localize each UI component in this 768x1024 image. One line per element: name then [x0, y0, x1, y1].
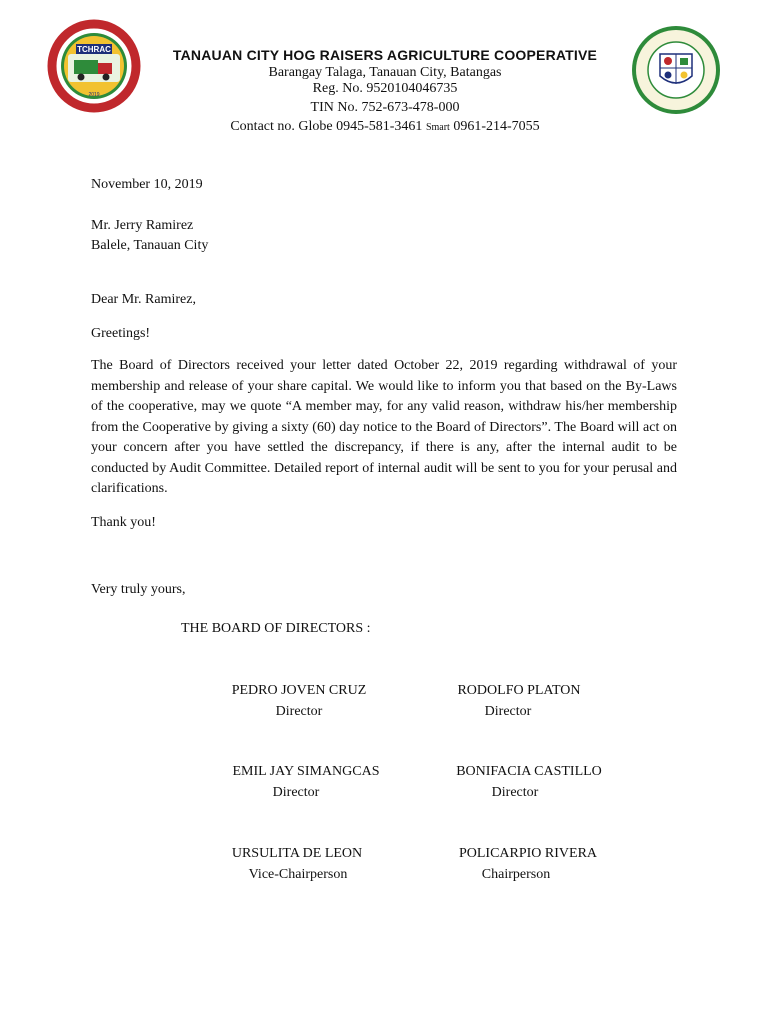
signatory-role: Vice-Chairperson	[248, 867, 348, 882]
organization-address: Barangay Talaga, Tanauan City, Batangas	[268, 65, 502, 80]
city-seal-logo	[630, 24, 722, 116]
signatory-name: POLICARPIO RIVERA	[458, 846, 598, 861]
signatory-role: Chairperson	[481, 867, 551, 882]
letter-body-paragraph: The Board of Directors received your letter dated October 22, 2019 regarding withdrawal of your membership and release of your share capital. We would like to inform you that based on the By-Laws of the cooperative, may we quote “A member may, for any valid reason, withdraw his/her membership from the Cooperative by giving a sixty (60) day notice to the Board of Directors”. The Board will act on your concern after you have settled the discrepancy, if there is any, after the internal audit to be conducted by Audit Committee. Detailed report of internal audit will be sent to you for your perusal and clarifications.	[91, 358, 677, 496]
recipient-name: Mr. Jerry Ramirez	[91, 218, 194, 233]
signatory-role: Director	[272, 785, 320, 800]
cooperative-seal-logo	[46, 18, 142, 114]
contact-smart-label: Smart	[425, 122, 450, 133]
seal-year: 2019	[88, 92, 100, 98]
closing: Very truly yours,	[91, 582, 186, 597]
signatory-name: EMIL JAY SIMANGCAS	[232, 764, 380, 779]
seal-abbrev: TCHRAC	[77, 45, 111, 54]
signatory-name: URSULITA DE LEON	[231, 846, 363, 861]
letter-date: November 10, 2019	[91, 177, 203, 192]
contact-numbers	[150, 119, 620, 135]
thank-you: Thank you!	[91, 515, 156, 530]
registration-number: Reg. No. 9520104046735	[312, 81, 458, 96]
greeting: Greetings!	[91, 326, 151, 341]
tin-number: TIN No. 752-673-478-000	[310, 100, 460, 115]
contact-smart-number: 0961-214-7055	[449, 119, 540, 134]
contact-globe: Contact no. Globe 0945-581-3461	[230, 119, 426, 134]
board-heading: THE BOARD OF DIRECTORS :	[181, 621, 371, 636]
recipient-address: Balele, Tanauan City	[91, 238, 209, 253]
salutation: Dear Mr. Ramirez,	[91, 292, 196, 307]
signatory-role: Director	[491, 785, 539, 800]
signatory-role: Director	[275, 704, 323, 719]
organization-name: TANAUAN CITY HOG RAISERS AGRICULTURE COOPERATIVE	[172, 47, 598, 63]
signatory-name: RODOLFO PLATON	[457, 683, 581, 698]
signatory-name: PEDRO JOVEN CRUZ	[231, 683, 367, 698]
signatory-name: BONIFACIA CASTILLO	[456, 764, 602, 779]
signatory-role: Director	[484, 704, 532, 719]
